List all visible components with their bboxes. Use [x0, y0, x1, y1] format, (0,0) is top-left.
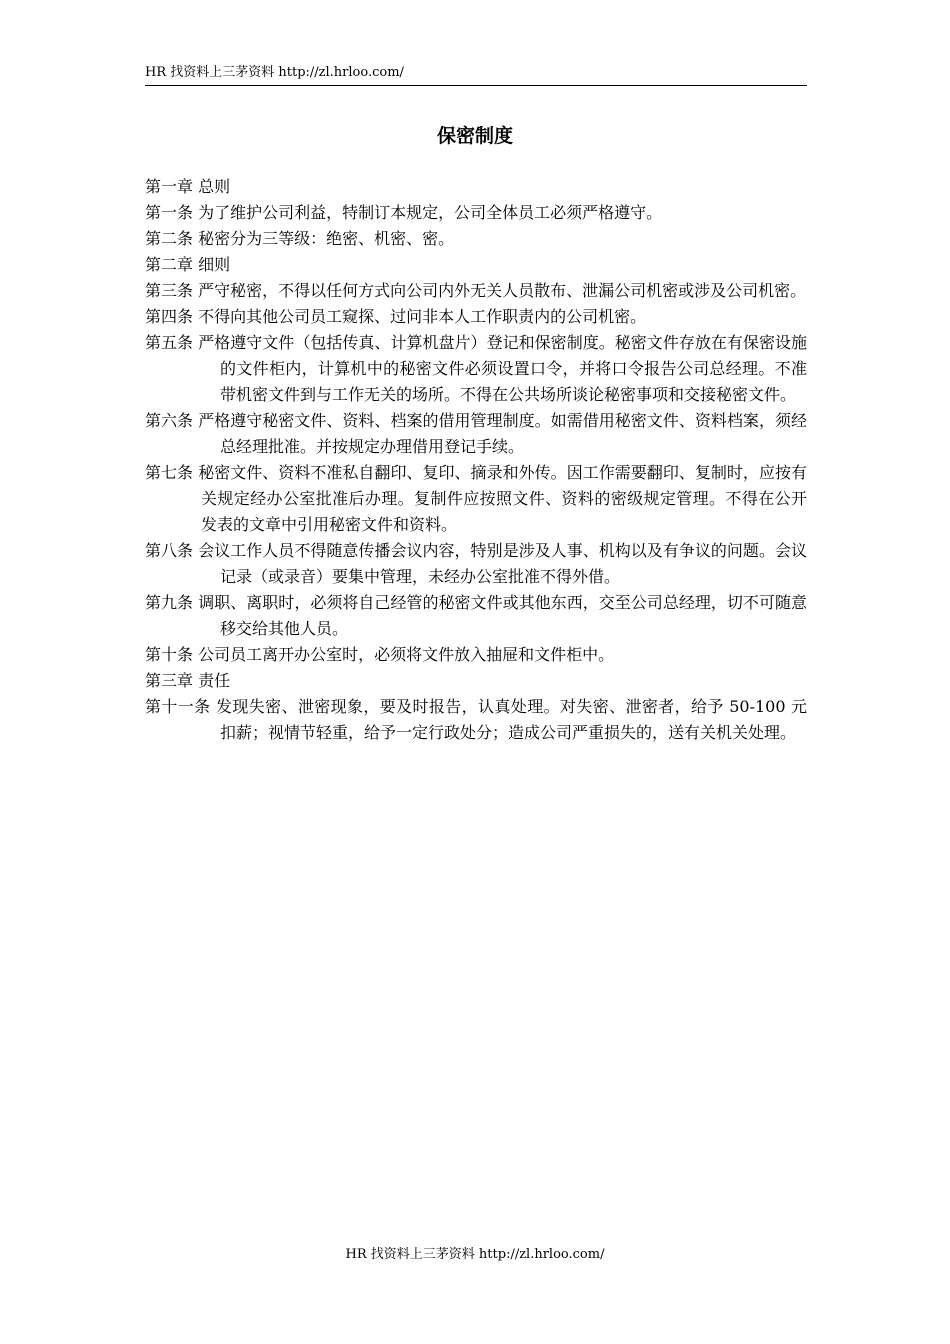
- article-2: 第二条 秘密分为三等级：绝密、机密、密。: [145, 229, 455, 248]
- article-9: [145, 590, 807, 642]
- article-5-text: 严格遵守文件（包括传真、计算机盘片）登记和保密制度。秘密文件存放在有保密设施的文件柜内，计算机中的秘密文件必须设置口令，并将口令报告公司总经理。不准带机密文件到与工作无关的场所。不得在公共场所谈论秘密事项和交接秘密文件。: [198, 333, 807, 404]
- article-6-label: 第六条: [145, 411, 199, 430]
- article-10: 第十条 公司员工离开办公室时，必须将文件放入抽屉和文件柜中。: [145, 645, 615, 664]
- article-8-text: 会议工作人员不得随意传播会议内容，特别是涉及人事、机构以及有争议的问题。会议记录（或录音）要集中管理，未经办公室批准不得外借。: [198, 541, 807, 586]
- chapter-1-heading: 第一章 总则: [145, 177, 231, 196]
- article-11-label: 第十一条: [145, 697, 216, 716]
- page-footer: HR 找资料上三茅资料 http://zl.hrloo.com/: [345, 1247, 605, 1262]
- article-3-label: 第三条: [145, 281, 199, 300]
- article-9-text: 调职、离职时，必须将自己经管的秘密文件或其他东西，交至公司总经理，切不可随意移交给其他人员。: [198, 593, 807, 638]
- chapter-3-heading: 第三章 责任: [145, 671, 231, 690]
- article-6: [145, 408, 807, 460]
- article-5: [145, 330, 807, 408]
- article-4: 第四条 不得向其他公司员工窥探、过问非本人工作职责内的公司机密。: [145, 307, 647, 326]
- document-body: [145, 174, 807, 746]
- article-3: [145, 278, 807, 304]
- article-7: [145, 460, 807, 538]
- chapter-2-heading: 第二章 细则: [145, 255, 231, 274]
- document-title: 保密制度: [436, 125, 513, 147]
- article-1: 第一条 为了维护公司利益，特制订本规定，公司全体员工必须严格遵守。: [145, 203, 663, 222]
- article-11: [145, 694, 807, 746]
- article-5-label: 第五条: [145, 333, 199, 352]
- article-9-label: 第九条: [145, 593, 199, 612]
- page-header: HR 找资料上三茅资料 http://zl.hrloo.com/: [145, 64, 807, 86]
- article-6-text: 严格遵守秘密文件、资料、档案的借用管理制度。如需借用秘密文件、资料档案，须经总经理批准。并按规定办理借用登记手续。: [198, 411, 807, 456]
- article-11-text: 发现失密、泄密现象，要及时报告，认真处理。对失密、泄密者，给予 50-100 元扣薪；视情节轻重，给予一定行政处分；造成公司严重损失的，送有关机关处理。: [215, 697, 807, 742]
- article-7-text: 秘密文件、资料不准私自翻印、复印、摘录和外传。因工作需要翻印、复制时，应按有关规定经办公室批准后办理。复制件应按照文件、资料的密级规定管理。不得在公开发表的文章中引用秘密文件和资料。: [198, 463, 807, 534]
- article-7-label: 第七条: [145, 463, 199, 482]
- article-8: [145, 538, 807, 590]
- article-8-label: 第八条: [145, 541, 199, 560]
- article-3-text: 严守秘密，不得以任何方式向公司内外无关人员散布、泄漏公司机密或涉及公司机密。: [198, 281, 807, 300]
